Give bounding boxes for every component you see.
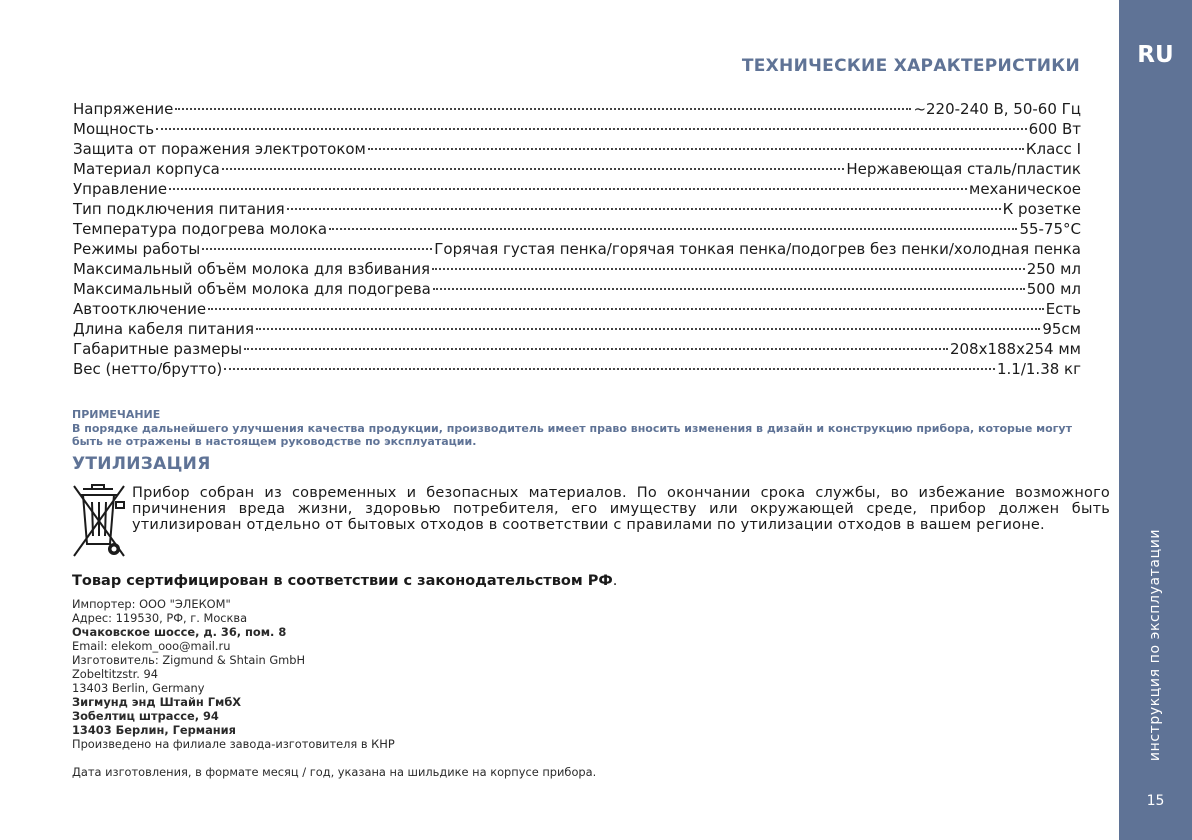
dot-leader xyxy=(244,348,948,350)
certification-statement: Товар сертифицирован в соответствии с законодательством РФ xyxy=(72,573,613,589)
spec-label: Вес (нетто/брутто) xyxy=(73,360,223,378)
note-text: В порядке дальнейшего улучшения качества продукции, производитель имеет право вносить изменения в дизайн и конструкцию прибора, которые могут быть не отражены в настоящем руководстве по эксплуатации. xyxy=(72,422,1072,448)
specs-title: ТЕХНИЧЕСКИЕ ХАРАКТЕРИСТИКИ xyxy=(741,56,1080,76)
dot-leader xyxy=(224,368,995,370)
spec-label: Температура подогрева молока xyxy=(73,220,328,238)
spec-value: 1.1/1.38 кг xyxy=(996,360,1081,378)
dot-leader xyxy=(432,268,1025,270)
spec-label: Защита от поражения электротоком xyxy=(73,140,366,158)
spec-row xyxy=(73,280,1081,300)
spec-label: Управление xyxy=(73,180,168,198)
spec-row xyxy=(73,140,1081,160)
spec-label: Максимальный объём молока для подогрева xyxy=(73,280,431,298)
dot-leader xyxy=(287,208,1001,210)
importer-line: Зобелтиц штрассе, 94 xyxy=(72,709,219,723)
spec-label: Тип подключения питания xyxy=(73,200,285,218)
disposal-title: УТИЛИЗАЦИЯ xyxy=(72,454,211,474)
importer-line: Зигмунд энд Штайн ГмбХ xyxy=(72,695,242,709)
spec-value: Горячая густая пенка/горячая тонкая пенка/подогрев без пенки/холодная пенка xyxy=(434,240,1081,258)
language-label: RU xyxy=(1137,42,1174,68)
dot-leader xyxy=(156,128,1027,130)
importer-line: Произведено на филиале завода-изготовителя в КНР xyxy=(72,737,395,751)
disposal-text: Прибор собран из современных и безопасных материалов. По окончании срока службы, во избежание возможного причинения вреда жизни, здоровью потребителя, его имуществу или окружающей среде, прибор должен быть утилизирован отдельно от бытовых отходов в соответствии с правилами по утилизации отходов в вашем регионе. xyxy=(132,485,1110,533)
spec-value: Класс I xyxy=(1025,140,1081,158)
spec-value: 600 Вт xyxy=(1028,120,1081,138)
manufacture-date-note: Дата изготовления, в формате месяц / год, указана на шильдике на корпусе прибора. xyxy=(72,765,597,779)
spec-label: Мощность xyxy=(73,120,155,138)
spec-row xyxy=(73,300,1081,320)
spec-value: 250 мл xyxy=(1026,260,1081,278)
sidebar xyxy=(1119,0,1192,840)
crossed-out-wheelie-bin-icon xyxy=(72,484,126,558)
certification-suffix: . xyxy=(612,573,618,589)
importer-info xyxy=(72,597,395,751)
spec-label: Длина кабеля питания xyxy=(73,320,254,338)
spec-label: Максимальный объём молока для взбивания xyxy=(73,260,431,278)
spec-row xyxy=(73,260,1081,280)
spec-row xyxy=(73,200,1081,220)
dot-leader xyxy=(175,108,911,110)
spec-row xyxy=(73,240,1081,260)
spec-value: 95см xyxy=(1042,320,1081,338)
spec-label: Габаритные размеры xyxy=(73,340,243,358)
importer-line: 13403 Берлин, Германия xyxy=(72,723,236,737)
spec-label: Напряжение xyxy=(73,100,174,118)
specs-list xyxy=(73,100,1081,380)
spec-value: Нержавеющая сталь/пластик xyxy=(846,160,1081,178)
spec-row xyxy=(73,360,1081,380)
spec-row xyxy=(73,180,1081,200)
spec-row xyxy=(73,100,1081,120)
dot-leader xyxy=(368,148,1024,150)
spec-row xyxy=(73,120,1081,140)
manual-caption: инструкция по эксплуатации xyxy=(1147,528,1163,762)
dot-leader xyxy=(208,308,1044,310)
spec-label: Режимы работы xyxy=(73,240,201,258)
spec-value: механическое xyxy=(969,180,1081,198)
importer-line: Zobeltitzstr. 94 xyxy=(72,667,159,681)
dot-leader xyxy=(433,288,1025,290)
importer-line: Email: elekom_ooo@mail.ru xyxy=(72,639,231,653)
dot-leader xyxy=(222,168,845,170)
importer-line: Изготовитель: Zigmund & Shtain GmbH xyxy=(72,653,306,667)
spec-value: ~220-240 В, 50-60 Гц xyxy=(913,100,1081,118)
spec-label: Материал корпуса xyxy=(73,160,220,178)
spec-label: Автоотключение xyxy=(73,300,207,318)
certification-text xyxy=(72,573,617,589)
page-number: 15 xyxy=(1146,793,1165,809)
spec-value: Есть xyxy=(1045,300,1081,318)
spec-row xyxy=(73,340,1081,360)
dot-leader xyxy=(329,228,1017,230)
note-title: ПРИМЕЧАНИЕ xyxy=(72,408,161,421)
spec-value: К розетке xyxy=(1002,200,1081,218)
dot-leader xyxy=(256,328,1040,330)
dot-leader xyxy=(169,188,967,190)
importer-line: Очаковское шоссе, д. 36, пом. 8 xyxy=(72,625,287,639)
spec-value: 500 мл xyxy=(1026,280,1081,298)
dot-leader xyxy=(202,248,432,250)
importer-line: Адрес: 119530, РФ, г. Москва xyxy=(72,611,248,625)
spec-row xyxy=(73,220,1081,240)
spec-value: 208х188х254 мм xyxy=(949,340,1081,358)
spec-value: 55-75°С xyxy=(1019,220,1081,238)
spec-row xyxy=(73,320,1081,340)
spec-row xyxy=(73,160,1081,180)
importer-line: 13403 Berlin, Germany xyxy=(72,681,205,695)
importer-line: Импортер: ООО "ЭЛЕКОМ" xyxy=(72,597,231,611)
